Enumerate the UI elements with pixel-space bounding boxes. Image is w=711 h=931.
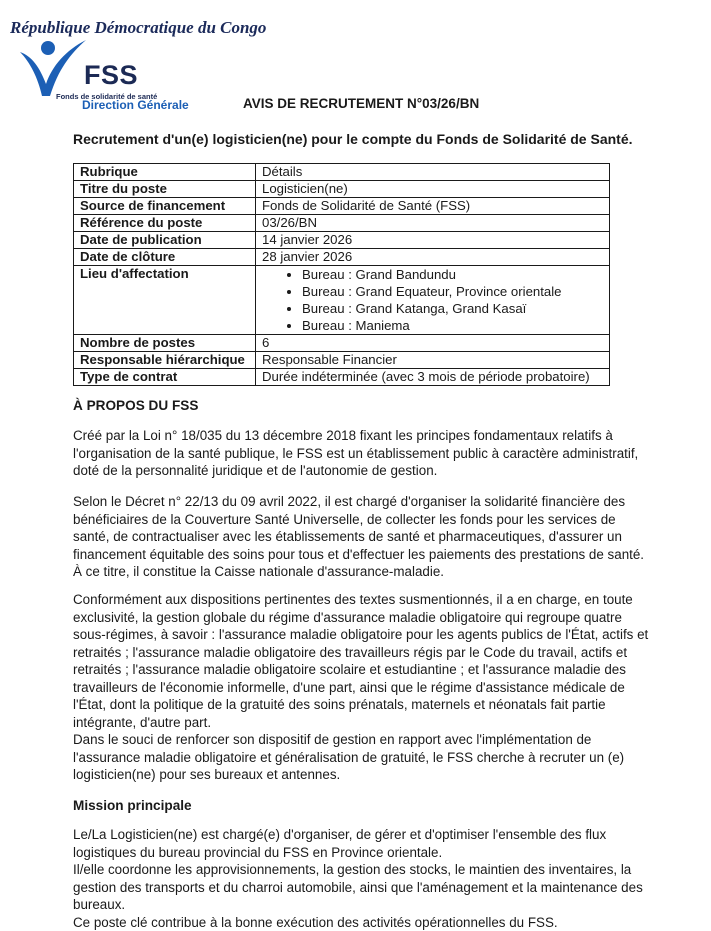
checkmark-icon (18, 38, 88, 100)
row-value: Fonds de Solidarité de Santé (FSS) (256, 198, 610, 215)
table-row (74, 249, 610, 266)
table-row (74, 181, 610, 198)
table-row (74, 352, 610, 369)
header-rubrique: Rubrique (74, 164, 256, 181)
page-title: AVIS DE RECRUTEMENT N°03/26/BN (243, 96, 479, 111)
row-label: Titre du poste (74, 181, 256, 198)
mission-line-1: Le/La Logisticien(ne) est chargé(e) d'organiser, de gérer et d'optimiser l'ensemble des flux logistiques du bureau provincial du FSS en Province orientale. (73, 826, 653, 861)
mission-line-2: Il/elle coordonne les approvisionnements, la gestion des stocks, le maintien des inventaires, la gestion des transports et du charroi automobile, ainsi que l'aménagement et la maintenance des bureaux. (73, 861, 653, 914)
list-item: • Bureau : Maniema (302, 317, 603, 334)
lieu-list (262, 266, 603, 334)
header-details: Détails (256, 164, 610, 181)
job-details-table (73, 163, 610, 386)
row-value-list (256, 266, 610, 335)
table-row (74, 215, 610, 232)
table-row (74, 232, 610, 249)
mission-text (73, 826, 653, 931)
table-row (74, 335, 610, 352)
row-value: 28 janvier 2026 (256, 249, 610, 266)
row-label: Source de financement (74, 198, 256, 215)
table-row (74, 369, 610, 386)
mission-heading: Mission principale (73, 797, 653, 815)
table-header-row (74, 164, 610, 181)
logo-wordmark: FSS (84, 60, 138, 91)
row-value: 14 janvier 2026 (256, 232, 610, 249)
direction-generale: Direction Générale (82, 98, 189, 112)
row-value: Responsable Financier (256, 352, 610, 369)
about-paragraph-1: Créé par la Loi n° 18/035 du 13 décembre 2018 fixant les principes fondamentaux relatifs à l'organisation de la santé publique, le FSS est un établissement public à caractère administratif, doté de la personnalité juridique et de l'autonomie de gestion. (73, 427, 653, 480)
row-value: Durée indéterminée (avec 3 mois de période probatoire) (256, 369, 610, 386)
list-item: • Bureau : Grand Bandundu (302, 266, 603, 283)
logo-subtitle: Fonds de solidarité de santé (56, 92, 157, 101)
country-name: République Démocratique du Congo (10, 18, 266, 38)
row-label: Lieu d'affectation (74, 266, 256, 335)
row-label: Date de clôture (74, 249, 256, 266)
about-paragraph-4: Dans le souci de renforcer son dispositif de gestion en rapport avec l'implémentation de l'assurance maladie obligatoire et généralisation de gratuité, le FSS cherche à recruter un (e) logisticien(ne) pour ses bureaux et antennes. (73, 731, 653, 784)
about-paragraph-3: Conformément aux dispositions pertinentes des textes susmentionnés, il a en charge, en toute exclusivité, la gestion globale du régime d'assurance maladie obligatoire qui regroupe quatre sous-régimes, à savoir : l'assurance maladie obligatoire pour les agents publics de l'État, actifs et retraités ; l'assurance maladie obligatoire des travailleurs régis par le Code du travail, actifs et retraités ; l'assurance maladie obligatoire scolaire et estudiantine ; et l'assurance maladie des travailleurs de l'économie informelle, d'une part, ainsi que le régime d'assistance médicale de l'État, dont la politique de la gratuité des soins prénatals, maternels et néonatals fait partie intégrante, d'autre part. (73, 591, 653, 731)
mission-line-3: Ce poste clé contribue à la bonne exécution des activités opérationnelles du FSS. (73, 914, 653, 931)
row-label: Date de publication (74, 232, 256, 249)
table-row (74, 198, 610, 215)
row-value: 6 (256, 335, 610, 352)
row-label: Responsable hiérarchique (74, 352, 256, 369)
about-paragraph-2: Selon le Décret n° 22/13 du 09 avril 2022, il est chargé d'organiser la solidarité financière des bénéficiaires de la Couverture Santé Universelle, de collecter les fonds pour les services de santé, de contractualiser avec les établissements de santé et pharmaceutiques, d'assurer un financement équitable des soins pour tous et d'effectuer les paiements des prestations de santé. À ce titre, il constitue la Caisse nationale d'assurance-maladie. (73, 493, 653, 581)
row-label: Référence du poste (74, 215, 256, 232)
recruitment-subtitle: Recrutement d'un(e) logisticien(ne) pour le compte du Fonds de Solidarité de Santé. (73, 131, 633, 147)
row-value: Logisticien(ne) (256, 181, 610, 198)
row-value: 03/26/BN (256, 215, 610, 232)
about-heading: À PROPOS DU FSS (73, 397, 653, 415)
row-label: Nombre de postes (74, 335, 256, 352)
list-item: • Bureau : Grand Equateur, Province orientale (302, 283, 603, 300)
list-item: • Bureau : Grand Katanga, Grand Kasaï (302, 300, 603, 317)
table-row-lieu (74, 266, 610, 335)
row-label: Type de contrat (74, 369, 256, 386)
